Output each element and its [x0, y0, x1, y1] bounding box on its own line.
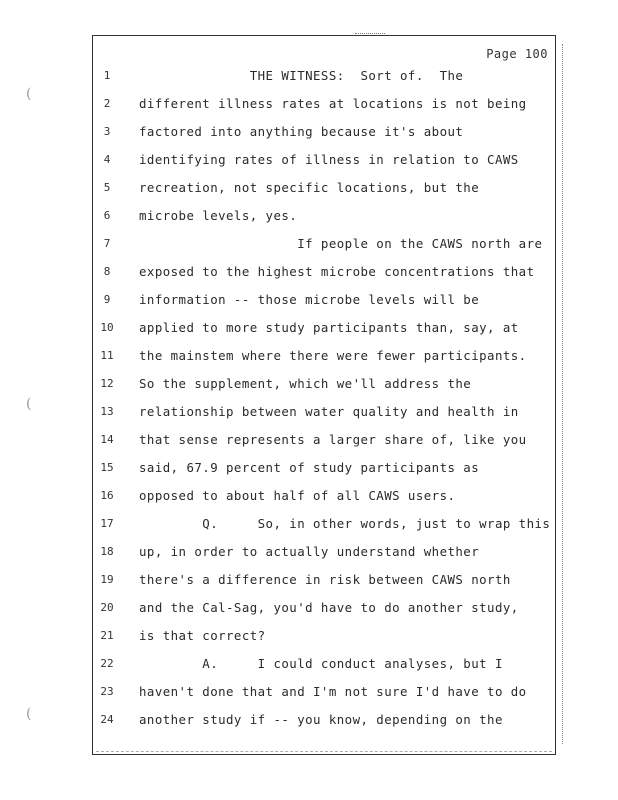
transcript-line: If people on the CAWS north are	[139, 236, 543, 251]
transcript-line: and the Cal-Sag, you'd have to do another study,	[139, 600, 519, 615]
line-number: 4	[103, 153, 111, 166]
scan-artifact-bottom	[96, 751, 552, 754]
transcript-line: applied to more study participants than, say, at	[139, 320, 519, 335]
scan-artifact-top	[355, 33, 385, 36]
transcript-line: said, 67.9 percent of study participants as	[139, 460, 480, 475]
transcript-line: opposed to about half of all CAWS users.	[139, 488, 456, 503]
binder-hole-mark-bottom: (	[26, 706, 32, 722]
transcript-line: is that correct?	[139, 628, 266, 643]
transcript-line: So the supplement, which we'll address the	[139, 376, 472, 391]
binder-hole-mark-top: (	[26, 86, 32, 102]
binder-hole-mark-middle: (	[26, 396, 32, 412]
line-number: 15	[100, 461, 114, 474]
line-number: 1	[103, 69, 111, 82]
line-number: 24	[100, 713, 114, 726]
transcript-line: another study if -- you know, depending on the	[139, 712, 503, 727]
line-number: 11	[100, 349, 114, 362]
transcript-line: there's a difference in risk between CAWS north	[139, 572, 511, 587]
line-number: 12	[100, 377, 114, 390]
line-number: 17	[100, 517, 114, 530]
transcript-line: THE WITNESS: Sort of. The	[139, 68, 464, 83]
line-number: 21	[100, 629, 114, 642]
line-number: 7	[103, 237, 111, 250]
transcript-line: factored into anything because it's about	[139, 124, 464, 139]
line-number: 16	[100, 489, 114, 502]
line-number: 22	[100, 657, 114, 670]
line-number: 5	[103, 181, 111, 194]
line-number: 8	[103, 265, 111, 278]
transcript-line: identifying rates of illness in relation to CAWS	[139, 152, 519, 167]
right-margin-dots	[556, 44, 563, 744]
transcript-line: information -- those microbe levels will be	[139, 292, 480, 307]
transcript-line: different illness rates at locations is not being	[139, 96, 527, 111]
transcript-line: up, in order to actually understand whether	[139, 544, 480, 559]
transcript-body	[139, 68, 555, 740]
transcript-line: recreation, not specific locations, but the	[139, 180, 480, 195]
line-number: 19	[100, 573, 114, 586]
transcript-line: haven't done that and I'm not sure I'd have to do	[139, 684, 527, 699]
line-number: 18	[100, 545, 114, 558]
page-number: Page 100	[486, 47, 548, 61]
transcript-line: A. I could conduct analyses, but I	[139, 656, 503, 671]
transcript-line: exposed to the highest microbe concentrations that	[139, 264, 535, 279]
line-number: 9	[103, 293, 111, 306]
line-number: 13	[100, 405, 114, 418]
line-number: 10	[100, 321, 114, 334]
line-number: 23	[100, 685, 114, 698]
line-number: 3	[103, 125, 111, 138]
line-number: 20	[100, 601, 114, 614]
transcript-line: that sense represents a larger share of, like you	[139, 432, 527, 447]
transcript-line: Q. So, in other words, just to wrap this	[139, 516, 551, 531]
line-number: 14	[100, 433, 114, 446]
transcript-line: the mainstem where there were fewer participants.	[139, 348, 527, 363]
transcript-line: relationship between water quality and health in	[139, 404, 519, 419]
transcript-line: microbe levels, yes.	[139, 208, 298, 223]
line-number: 6	[103, 209, 111, 222]
line-number-column	[96, 68, 118, 740]
line-number: 2	[103, 97, 111, 110]
